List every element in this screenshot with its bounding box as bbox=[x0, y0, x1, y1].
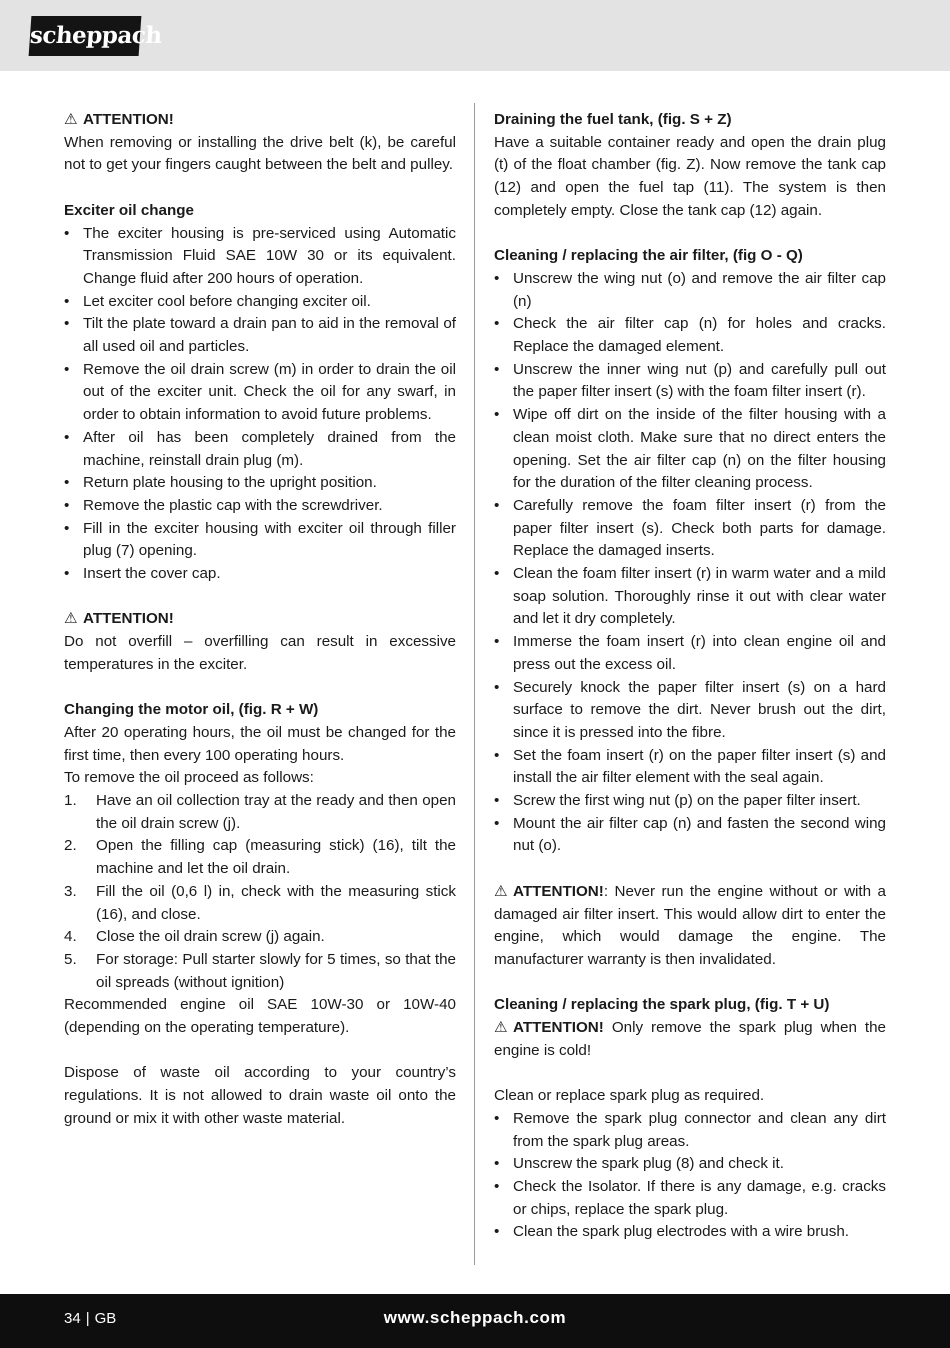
attention-paragraph: ⚠ ATTENTION! Only remove the spark plug when the engine is cold! bbox=[494, 1019, 886, 1059]
warning-triangle-icon: ⚠ bbox=[494, 882, 508, 900]
page-footer bbox=[0, 1294, 950, 1348]
list-item: • Unscrew the wing nut (o) and remove the air filter cap (n) bbox=[494, 268, 886, 313]
list-item: • Wipe off dirt on the inside of the filter housing with a clean moist cloth. Make sure that no direct enters the opening. Set the air filter cap (n) on the filter housing for the duration of the filter cleaning process. bbox=[494, 404, 886, 495]
spark-plug-list bbox=[494, 1108, 886, 1244]
website-link[interactable]: www.scheppach.com bbox=[383, 1308, 567, 1327]
spark-plug-intro: Clean or replace spark plug as required. bbox=[494, 1087, 765, 1105]
list-item: • Set the foam insert (r) on the paper filter insert (s) and install the air filter element with the seal again. bbox=[494, 745, 886, 790]
attention-text: When removing or installing the drive belt (k), be careful not to get your fingers caught between the belt and pulley. bbox=[64, 133, 456, 174]
motor-oil-intro: After 20 operating hours, the oil must be changed for the first time, then every 100 operating hours. bbox=[64, 723, 456, 764]
attention-heading: ⚠ ATTENTION! bbox=[64, 608, 456, 631]
left-column bbox=[64, 109, 456, 1131]
list-item: • Securely knock the paper filter insert (s) on a hard surface to remove the dirt. Never brush out the dirt, since it is pressed into the fibre. bbox=[494, 677, 886, 745]
page-header bbox=[0, 0, 950, 71]
attention-text: Do not overfill – overfilling can result in excessive temperatures in the exciter. bbox=[64, 633, 456, 673]
step-item: 2. Open the filling cap (measuring stick) (16), tilt the machine and let the oil drain. bbox=[64, 837, 456, 878]
section-heading-spark-plug: Cleaning / replacing the spark plug, (fig. T + U) bbox=[494, 996, 830, 1014]
list-item: • Check the Isolator. If there is any damage, e.g. cracks or chips, replace the spark plug. bbox=[494, 1176, 886, 1221]
section-heading-exciter-oil: Exciter oil change bbox=[64, 201, 194, 219]
list-item: • Fill in the exciter housing with exciter oil through filler plug (7) opening. bbox=[64, 518, 456, 563]
list-item: • Screw the first wing nut (p) on the paper filter insert. bbox=[494, 790, 886, 813]
step-item: 5. For storage: Pull starter slowly for 5 times, so that the oil spreads (without ignition) bbox=[64, 950, 456, 991]
list-item: • Unscrew the inner wing nut (p) and carefully pull out the paper filter insert (s) with the foam filter insert (r). bbox=[494, 359, 886, 404]
attention-heading: ⚠ ATTENTION! bbox=[64, 109, 456, 132]
right-column bbox=[494, 109, 886, 1244]
section-heading-fuel-tank: Draining the fuel tank, (fig. S + Z) bbox=[494, 111, 732, 128]
list-item: • Carefully remove the foam filter insert (r) from the paper filter insert (s). Check both parts for damage. Replace the damaged inserts. bbox=[494, 495, 886, 563]
column-divider bbox=[474, 103, 475, 1265]
section-heading-air-filter: Cleaning / replacing the air filter, (fig O - Q) bbox=[494, 247, 803, 265]
list-item: • Clean the foam filter insert (r) in warm water and a mild soap solution. Thoroughly rinse it out with clear water and let it dry completely. bbox=[494, 563, 886, 631]
step-item: 3. Fill the oil (0,6 l) in, check with the measuring stick (16), and close. bbox=[64, 882, 456, 923]
recommended-oil-text: Recommended engine oil SAE 10W-30 or 10W-40 (depending on the operating temperature). bbox=[64, 996, 456, 1037]
motor-oil-steps bbox=[64, 790, 456, 994]
list-item: • Let exciter cool before changing exciter oil. bbox=[64, 291, 456, 314]
page-separator: | bbox=[85, 1310, 90, 1327]
step-item: 1. Have an oil collection tray at the ready and then open the oil drain screw (j). bbox=[64, 792, 456, 832]
list-item: • Tilt the plate toward a drain pan to aid in the removal of all used oil and particles. bbox=[64, 313, 456, 358]
list-item: • Immerse the foam insert (r) into clean engine oil and press out the excess oil. bbox=[494, 631, 886, 676]
page-number: 34 bbox=[64, 1310, 81, 1327]
section-heading-motor-oil: Changing the motor oil, (fig. R + W) bbox=[64, 701, 319, 719]
list-item: • Return plate housing to the upright position. bbox=[64, 472, 456, 495]
list-item: • Remove the oil drain screw (m) in order to drain the oil out of the exciter unit. Check the oil for any swarf, in order to obtain information to avoid future problems. bbox=[64, 359, 456, 427]
motor-oil-intro-2: To remove the oil proceed as follows: bbox=[64, 769, 314, 787]
list-item: • Mount the air filter cap (n) and fasten the second wing nut (o). bbox=[494, 813, 886, 858]
warning-triangle-icon: ⚠ bbox=[64, 111, 78, 128]
warning-triangle-icon: ⚠ bbox=[494, 1019, 508, 1037]
list-item: • Clean the spark plug electrodes with a wire brush. bbox=[494, 1221, 886, 1244]
list-item: • Unscrew the spark plug (8) and check it. bbox=[494, 1153, 886, 1176]
list-item: • Check the air filter cap (n) for holes and cracks. Replace the damaged element. bbox=[494, 313, 886, 358]
warning-triangle-icon: ⚠ bbox=[64, 610, 78, 628]
list-item: • The exciter housing is pre-serviced using Automatic Transmission Fluid SAE 10W 30 or its equivalent. Change fluid after 200 hours of operation. bbox=[64, 223, 456, 291]
fuel-tank-text: Have a suitable container ready and open the drain plug (t) of the float chamber (fig. Z). Now remove the tank cap (12) and open the fuel tap (11). The system is then completely empty. Close the tank cap (12) again. bbox=[494, 133, 886, 219]
air-filter-list bbox=[494, 268, 886, 858]
list-item: • Remove the spark plug connector and clean any dirt from the spark plug areas. bbox=[494, 1108, 886, 1153]
brand-logo: scheppach bbox=[29, 16, 142, 56]
list-item: • Insert the cover cap. bbox=[64, 563, 456, 586]
list-item: • Remove the plastic cap with the screwdriver. bbox=[64, 495, 456, 518]
step-item: 4. Close the oil drain screw (j) again. bbox=[64, 928, 325, 946]
list-item: • After oil has been completely drained from the machine, reinstall drain plug (m). bbox=[64, 427, 456, 472]
language-code: GB bbox=[94, 1310, 117, 1327]
attention-paragraph: ⚠ ATTENTION!: Never run the engine without or with a damaged air filter insert. This would allow dirt to enter the engine, which would damage the engine. The manufacturer warranty is then invalidated. bbox=[494, 882, 886, 968]
waste-oil-text: Dispose of waste oil according to your country’s regulations. It is not allowed to drain waste oil onto the ground or mix it with other waste material. bbox=[64, 1064, 456, 1127]
exciter-oil-list bbox=[64, 223, 456, 586]
